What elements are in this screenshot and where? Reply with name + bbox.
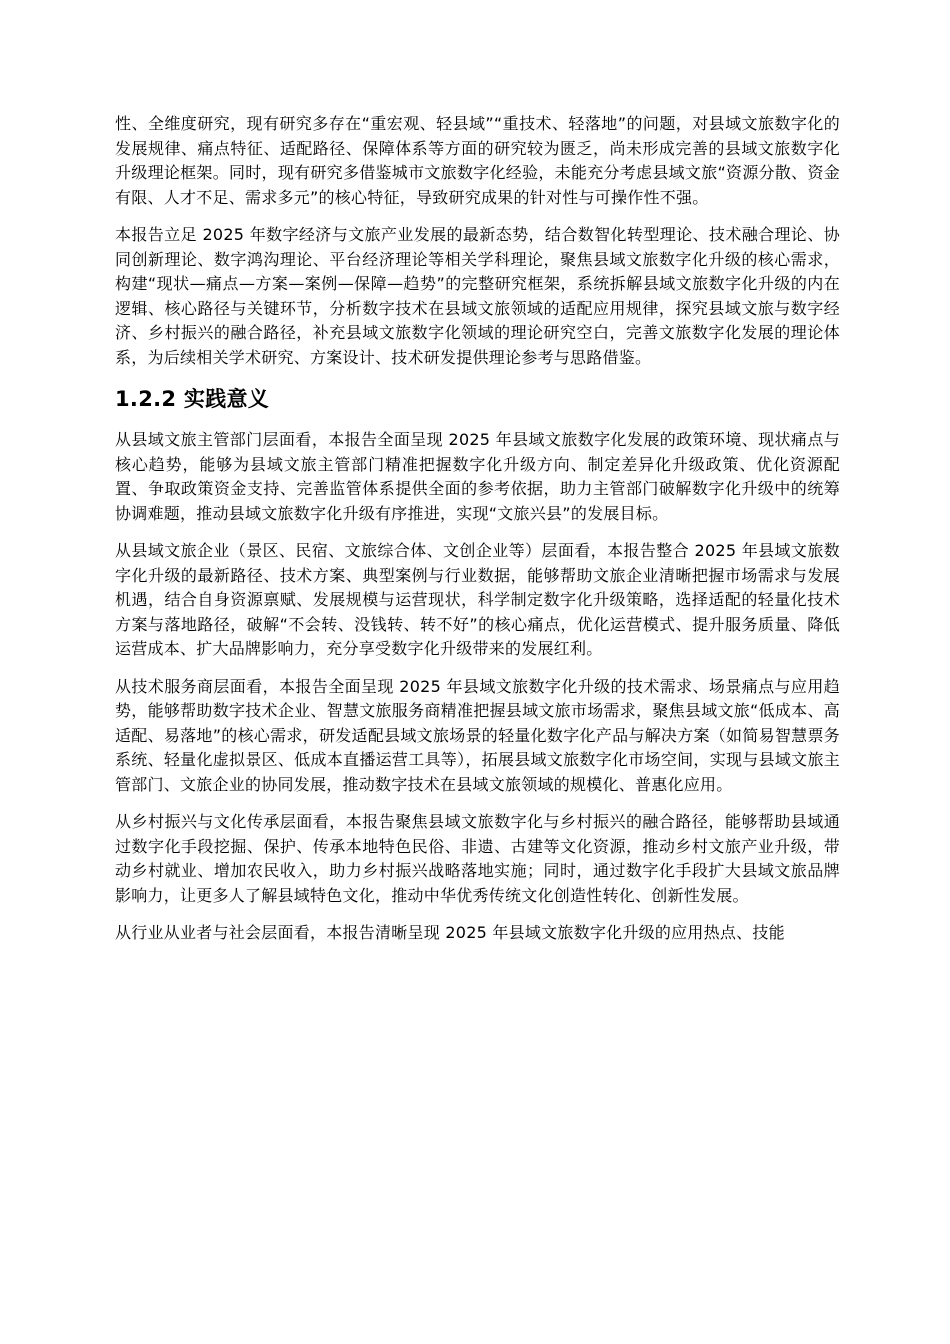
- document-body: [115, 112, 840, 959]
- paragraph-enterprises: 从县域文旅企业（景区、民宿、文旅综合体、文创企业等）层面看，本报告整合 2025 年县域文旅数字化升级的最新路径、技术方案、典型案例与行业数据，能够帮助文旅企业清晰把握市场需求与发展机遇，结合自身资源禀赋、发展规模与运营现状，科学制定数字化升级策略，选择适配的轻量化技术方案与落地路径，破解“不会转、没钱转、转不好”的核心痛点，优化运营模式、提升服务质量、降低运营成本、扩大品牌影响力，充分享受数字化升级带来的发展红利。: [115, 541, 840, 658]
- section-heading-practical-significance: 1.2.2 实践意义: [115, 387, 270, 411]
- paragraph-authorities: 从县域文旅主管部门层面看，本报告全面呈现 2025 年县域文旅数字化发展的政策环境、现状痛点与核心趋势，能够为县域文旅主管部门精准把握数字化升级方向、制定差异化升级政策、优化资源配置、争取政策资金支持、完善监管体系提供全面的参考依据，助力主管部门破解数字化升级中的统筹协调难题，推动县域文旅数字化升级有序推进，实现“文旅兴县”的发展目标。: [115, 430, 840, 523]
- paragraph-research-gap: 性、全维度研究，现有研究多存在“重宏观、轻县域”“重技术、轻落地”的问题，对县域文旅数字化的发展规律、痛点特征、适配路径、保障体系等方面的研究较为匮乏，尚未形成完善的县域文旅数字化升级理论框架。同时，现有研究多借鉴城市文旅数字化经验，未能充分考虑县域文旅“资源分散、资金有限、人才不足、需求多元”的核心特征，导致研究成果的针对性与可操作性不强。: [115, 114, 840, 207]
- paragraph-tech-providers: 从技术服务商层面看，本报告全面呈现 2025 年县域文旅数字化升级的技术需求、场景痛点与应用趋势，能够帮助数字技术企业、智慧文旅服务商精准把握县域文旅市场需求，聚焦县域文旅“低成本、高适配、易落地”的核心需求，研发适配县域文旅场景的轻量化数字化产品与解决方案（如简易智慧票务系统、轻量化虚拟景区、低成本直播运营工具等），拓展县域文旅数字化市场空间，实现与县域文旅主管部门、文旅企业的协同发展，推动数字技术在县域文旅领域的规模化、普惠化应用。: [115, 676, 840, 794]
- paragraph-rural-revitalization: 从乡村振兴与文化传承层面看，本报告聚焦县域文旅数字化与乡村振兴的融合路径，能够帮助县域通过数字化手段挖掘、保护、传承本地特色民俗、非遗、古建等文化资源，推动乡村文旅产业升级，带动乡村就业、增加农民收入，助力乡村振兴战略落地实施；同时，通过数字化手段扩大县域文旅品牌影响力，让更多人了解县域特色文化，推动中华优秀传统文化创造性转化、创新性发展。: [115, 812, 840, 905]
- paragraph-practitioners: 从行业从业者与社会层面看，本报告清晰呈现 2025 年县域文旅数字化升级的应用热点、技能: [115, 923, 785, 942]
- paragraph-theoretical-significance: 本报告立足 2025 年数字经济与文旅产业发展的最新态势，结合数智化转型理论、技术融合理论、协同创新理论、数字鸿沟理论、平台经济理论等相关学科理论，聚焦县域文旅数字化升级的核心需求，构建“现状—痛点—方案—案例—保障—趋势”的完整研究框架，系统拆解县域文旅数字化升级的内在逻辑、核心路径与关键环节，分析数字技术在县域文旅领域的适配应用规律，探究县域文旅与数字经济、乡村振兴的融合路径，补充县域文旅数字化领域的理论研究空白，完善文旅数字化发展的理论体系，为后续相关学术研究、方案设计、技术研发提供理论参考与思路借鉴。: [115, 225, 840, 367]
